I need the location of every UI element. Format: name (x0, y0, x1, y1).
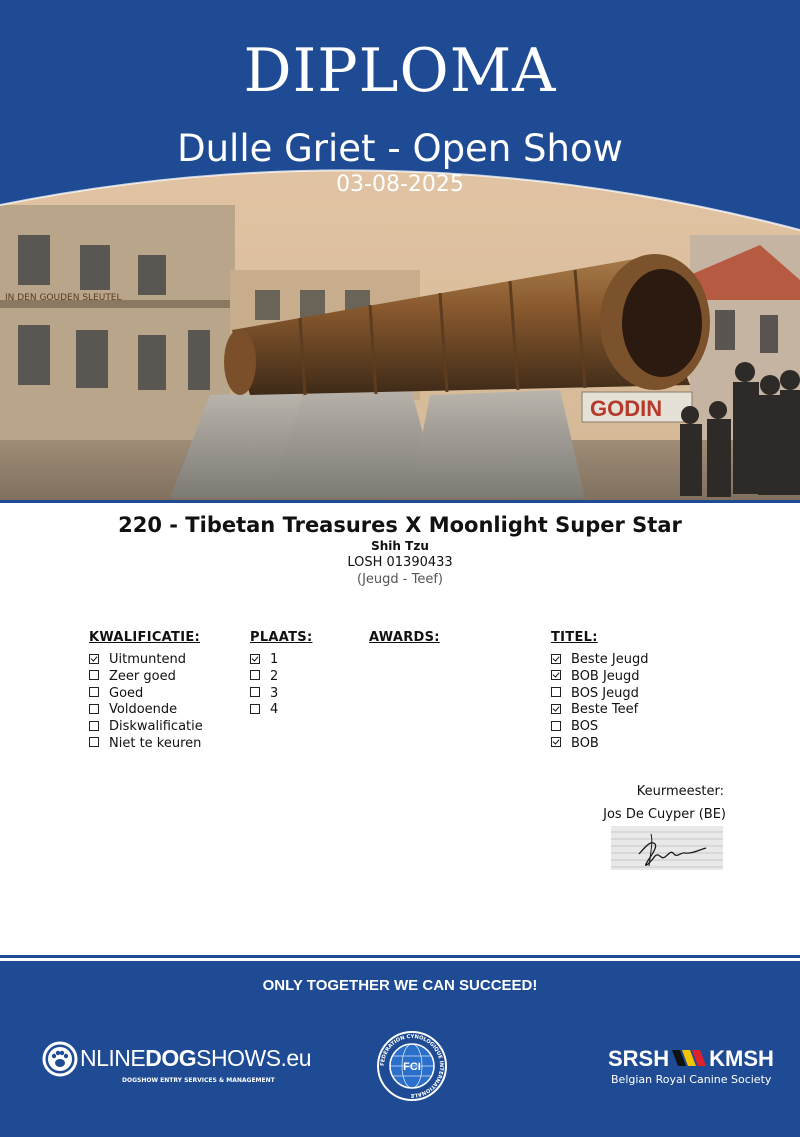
footer-divider (0, 958, 800, 961)
plaats-option (250, 669, 312, 686)
titel-option-label: Beste Jeugd (571, 652, 649, 667)
onlinedogshows-logo[interactable] (42, 1041, 312, 1091)
kwalificatie-heading: KWALIFICATIE: (89, 630, 201, 645)
checkbox-empty-icon (89, 721, 99, 731)
checkbox-empty-icon (250, 670, 260, 680)
titel-option (551, 719, 649, 736)
plaats-option (250, 652, 312, 669)
checkbox-checked-icon (250, 654, 260, 664)
kwalificatie-option-label: Goed (109, 685, 144, 701)
kmsh-right: KMSH (709, 1046, 774, 1071)
titel-option (551, 686, 649, 703)
judge-name: Jos De Cuyper (BE) (603, 807, 726, 822)
kwalificatie-column (89, 630, 203, 753)
titel-option (551, 702, 649, 719)
titel-option (551, 652, 649, 669)
titel-option-label: BOS Jeugd (571, 685, 639, 701)
titel-option-label: Beste Teef (571, 702, 639, 718)
dog-breed: Shih Tzu (371, 539, 429, 553)
footer-slogan: ONLY TOGETHER WE CAN SUCCEED! (262, 977, 538, 994)
checkbox-empty-icon (551, 721, 561, 731)
photo-sign-godin: GODIN (590, 396, 663, 421)
kwalificatie-option (89, 652, 203, 669)
diploma-title: DIPLOMA (243, 36, 557, 106)
checkbox-empty-icon (250, 687, 260, 697)
awards-column (369, 630, 440, 652)
titel-heading: TITEL: (551, 630, 598, 645)
kwalificatie-option-label: Voldoende (109, 702, 178, 718)
header-divider (0, 500, 800, 506)
fci-ring-text: FEDERATION CYNOLOGIQUE INTERNATIONALE (379, 1033, 445, 1099)
checkbox-empty-icon (89, 737, 99, 747)
header-banner (0, 0, 800, 505)
titel-option-label: BOB Jeugd (571, 668, 640, 684)
checkbox-empty-icon (89, 670, 99, 680)
kwalificatie-option-label: Diskwalificatie (109, 719, 203, 735)
checkbox-checked-icon (551, 704, 561, 714)
checkbox-checked-icon (551, 670, 561, 680)
dog-class: (Jeugd - Teef) (357, 572, 443, 587)
srsh-subtitle: Belgian Royal Canine Society (611, 1073, 772, 1086)
onlinedogshows-tagline: DOGSHOW ENTRY SERVICES & MANAGEMENT (122, 1077, 275, 1084)
photo-sign: IN DEN GOUDEN SLEUTEL (5, 293, 122, 303)
event-name: Dulle Griet - Open Show (177, 127, 623, 170)
plaats-option-label: 2 (270, 668, 279, 684)
checkbox-empty-icon (551, 687, 561, 697)
checkbox-empty-icon (89, 687, 99, 697)
plaats-heading: PLAATS: (250, 630, 313, 645)
kwalificatie-option-label: Uitmuntend (109, 652, 186, 667)
plaats-option (250, 702, 312, 719)
checkbox-checked-icon (551, 737, 561, 747)
plaats-option-label: 4 (270, 702, 279, 718)
titel-option (551, 736, 649, 753)
kwalificatie-option (89, 669, 203, 686)
plaats-option-label: 3 (270, 685, 279, 701)
paw-icon (42, 1041, 78, 1077)
titel-column (551, 630, 649, 753)
odsw-prefix: NLINE (80, 1045, 146, 1071)
kwalificatie-option (89, 686, 203, 703)
fci-logo[interactable] (376, 1030, 448, 1102)
kwalificatie-option (89, 702, 203, 719)
titel-option-label: BOS (571, 719, 599, 735)
kwalificatie-option-label: Zeer goed (109, 668, 176, 684)
titel-option (551, 669, 649, 686)
plaats-list (250, 652, 312, 719)
kwalificatie-option (89, 736, 203, 753)
awards-heading: AWARDS: (369, 630, 440, 645)
srsh-kmsh-logo[interactable] (608, 1046, 783, 1091)
checkbox-checked-icon (89, 654, 99, 664)
titel-option-label: BOB (571, 735, 599, 751)
plaats-column (250, 630, 312, 719)
checkbox-checked-icon (551, 654, 561, 664)
event-date: 03-08-2025 (336, 172, 464, 197)
srsh-left: SRSH (608, 1046, 670, 1071)
dog-registration: LOSH 01390433 (347, 555, 453, 570)
titel-list (551, 652, 649, 753)
plaats-option-label: 1 (270, 652, 279, 667)
dog-title: 220 - Tibetan Treasures X Moonlight Super Star (118, 513, 682, 537)
odsw-bold: DOG (145, 1045, 197, 1071)
judge-label: Keurmeester: (636, 784, 724, 799)
srsh-wordmark (608, 1046, 774, 1072)
checkbox-empty-icon (89, 704, 99, 714)
plaats-option (250, 686, 312, 703)
kwalificatie-option (89, 719, 203, 736)
belgian-flag-icon (672, 1048, 706, 1068)
kwalificatie-option-label: Niet te keuren (109, 735, 202, 751)
onlinedogshows-wordmark (80, 1045, 311, 1072)
odsw-suffix: SHOWS.eu (196, 1045, 312, 1071)
fci-text: FCI (403, 1061, 421, 1073)
kwalificatie-list (89, 652, 203, 753)
judge-signature (611, 826, 723, 870)
checkbox-empty-icon (250, 704, 260, 714)
